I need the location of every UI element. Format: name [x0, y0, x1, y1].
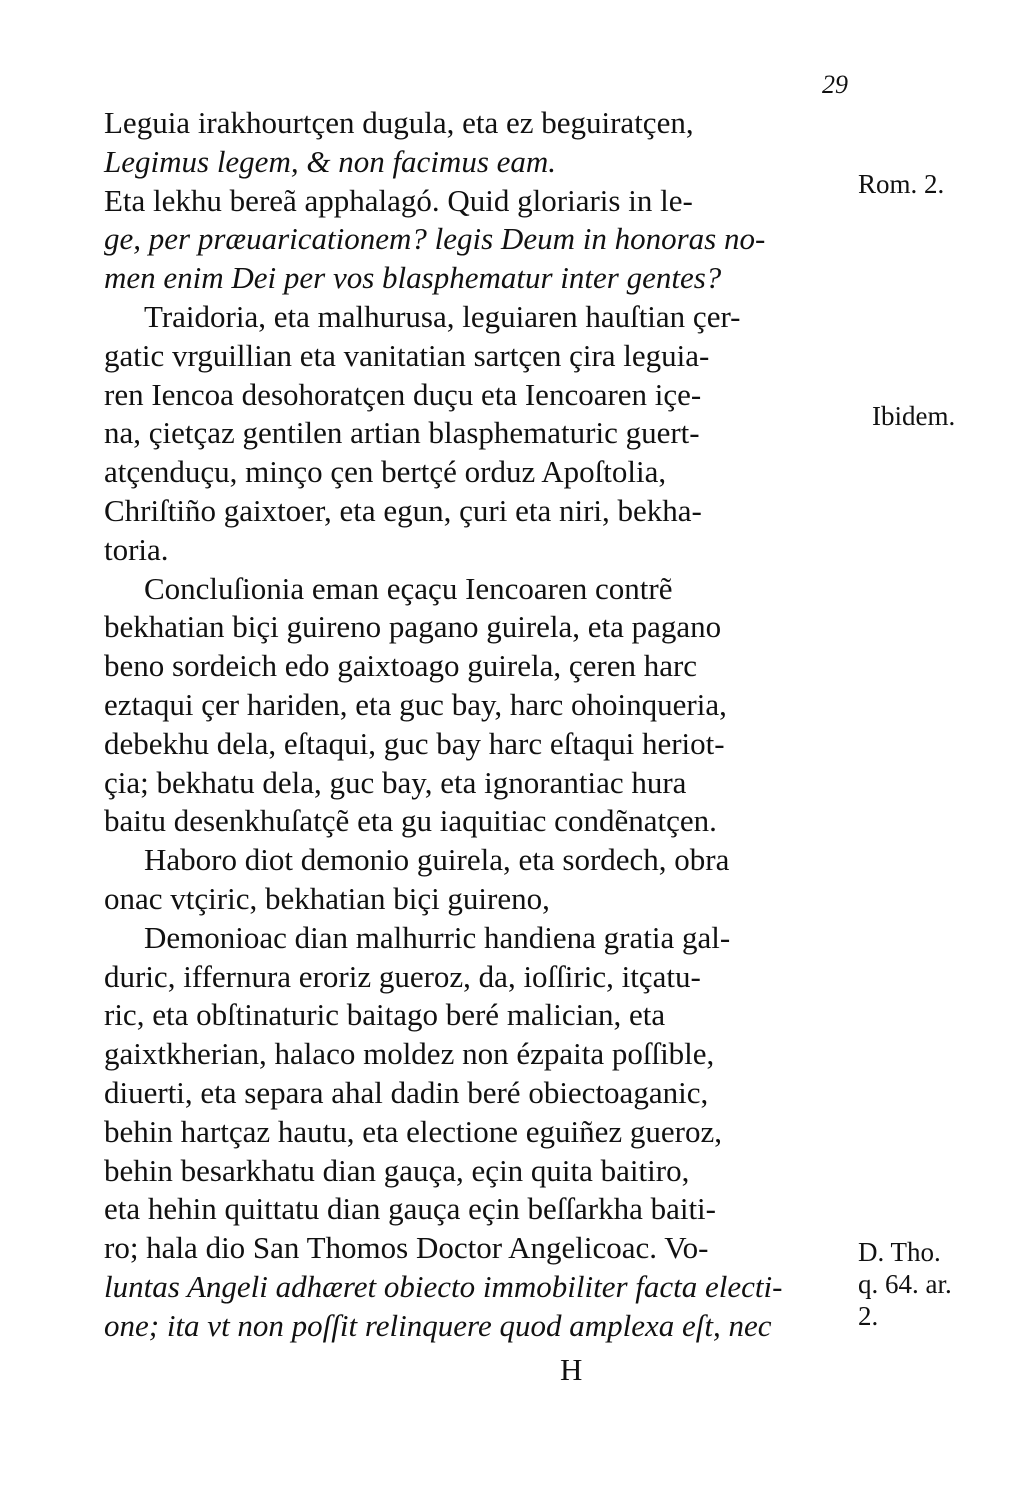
text-line: Demonioac dian malhurric handiena gratia gal-	[144, 919, 731, 955]
text-line: men enim Dei per vos blasphematur inter gentes?	[104, 260, 722, 296]
text-line: gaixtkherian, halaco moldez non ézpaita poſſible,	[104, 1036, 715, 1072]
text-line: baitu desenkhuſatçẽ eta gu iaquitiac condẽnatçen.	[104, 803, 717, 839]
text-line: behin besarkhatu dian gauça, eçin quita baitiro,	[104, 1152, 690, 1188]
margin-note-dtho-line: 2.	[858, 1301, 879, 1331]
text-line: duric, iffernura eroriz gueroz, da, ioſſiric, itçatu-	[104, 958, 701, 994]
text-line: Concluſionia eman eçaçu Iencoaren contrẽ	[144, 570, 673, 606]
margin-note-dtho-line: q. 64. ar.	[858, 1269, 952, 1299]
page-number: 29	[822, 70, 848, 99]
text-line: na, çietçaz gentilen artian blasphematuric guert-	[104, 415, 700, 451]
text-line: Chriſtiño gaixtoer, eta egun, çuri eta niri, bekha-	[104, 492, 702, 528]
margin-note-ibidem: Ibidem.	[872, 401, 956, 431]
text-line: Leguia irakhourtçen dugula, eta ez beguiratçen,	[104, 105, 694, 140]
text-line: eta hehin quittatu dian gauça eçin beſſarkha baiti-	[104, 1191, 716, 1227]
text-line: Traidoria, eta malhurusa, leguiaren hauſtian çer-	[144, 298, 741, 334]
text-line: Legimus legem, & non facimus eam.	[104, 143, 557, 179]
text-line: ge, per præuaricationem? legis Deum in honoras no-	[104, 221, 766, 257]
text-line: onac vtçiric, bekhatian biçi guireno,	[104, 880, 550, 916]
margin-note-dtho-line: D. Tho.	[858, 1237, 941, 1267]
margin-note-dtho	[858, 1236, 952, 1332]
margin-note-rom: Rom. 2.	[858, 169, 945, 199]
body-text	[104, 104, 840, 1346]
text-line: Eta lekhu bereã apphalagó. Quid gloriaris in le-	[104, 182, 693, 218]
text-line: diuerti, eta separa ahal dadin beré obiectoaganic,	[104, 1074, 709, 1110]
text-line: çia; bekhatu dela, guc bay, eta ignorantiac hura	[104, 764, 687, 800]
text-line: debekhu dela, eſtaqui, guc bay harc eſtaqui heriot-	[104, 725, 725, 761]
text-line: Haboro diot demonio guirela, eta sordech, obra	[144, 842, 730, 878]
text-line: toria.	[104, 531, 169, 567]
text-line: eztaqui çer hariden, eta guc bay, harc ohoinqueria,	[104, 686, 727, 722]
text-line: luntas Angeli adhæret obiecto immobiliter facta electi-	[104, 1268, 783, 1304]
text-line: beno sordeich edo gaixtoago guirela, çeren harc	[104, 648, 698, 684]
text-line: behin hartçaz hautu, eta electione eguiñez gueroz,	[104, 1113, 722, 1149]
text-line: bekhatian biçi guireno pagano guirela, eta pagano	[104, 609, 722, 645]
text-line: ren Iencoa desohoratçen duçu eta Iencoaren içe-	[104, 376, 702, 412]
text-line: ro; hala dio San Thomos Doctor Angelicoac. Vo-	[104, 1230, 709, 1266]
signature-mark: H	[560, 1352, 583, 1387]
text-line: gatic vrguillian eta vanitatian sartçen çira leguia-	[104, 337, 710, 373]
text-line: one; ita vt non poſſit relinquere quod amplexa eſt, nec	[104, 1307, 772, 1343]
text-line: ric, eta obſtinaturic baitago beré malician, eta	[104, 997, 666, 1033]
text-line: atçenduçu, minço çen bertçé orduz Apoſtolia,	[104, 454, 667, 490]
